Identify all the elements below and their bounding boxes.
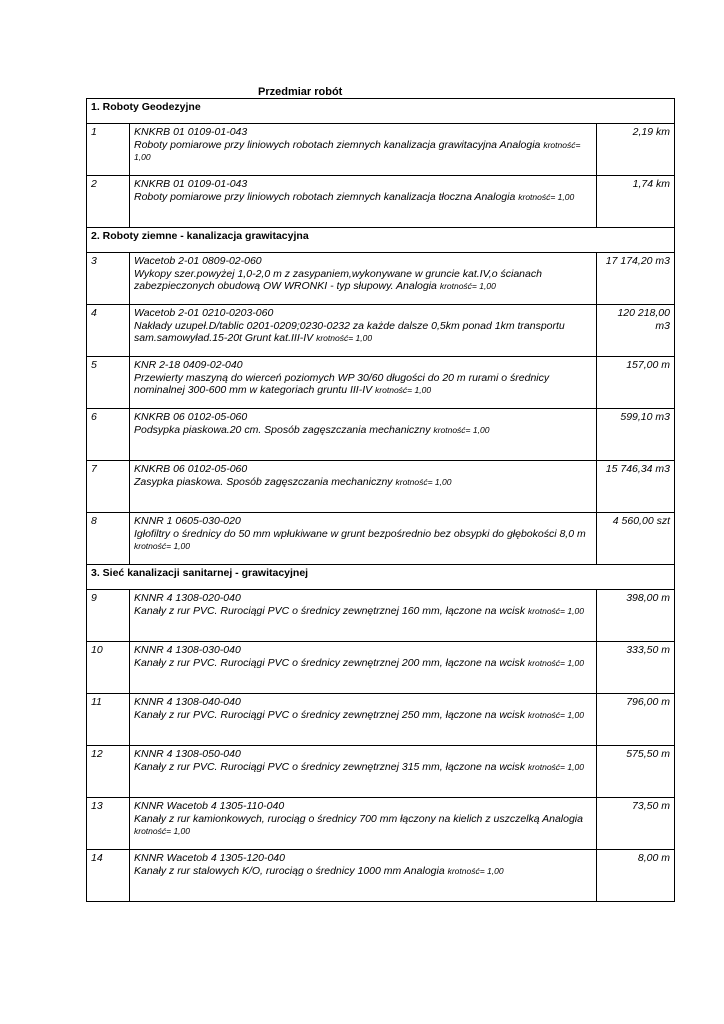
item-quantity: 1,74 km	[597, 176, 675, 228]
item-description: Kanały z rur PVC. Rurociągi PVC o średnicy zewnętrznej 250 mm, łączone na wcisk	[134, 708, 525, 721]
item-description-wrap	[134, 813, 592, 838]
table-row	[87, 746, 675, 798]
item-code: KNKRB 06 0102-05-060	[134, 463, 248, 475]
section-heading: 3. Sieć kanalizacji sanitarnej - grawitacyjnej	[87, 565, 675, 590]
item-code: KNNR 4 1308-020-040	[134, 592, 241, 604]
item-description-cell	[130, 694, 597, 746]
item-quantity: 73,50 m	[597, 798, 675, 850]
item-description: Wykopy szer.powyżej 1,0-2,0 m z zasypaniem,wykonywane w gruncie kat.IV,o ścianach zabezpieczonych obudową OW WRONKI - typ słupowy. Analogia	[134, 267, 542, 292]
item-description-cell	[130, 176, 597, 228]
item-description-cell	[130, 850, 597, 902]
item-description-wrap	[134, 865, 592, 878]
table-row	[87, 850, 675, 902]
item-description-wrap	[134, 320, 592, 345]
item-code: Wacetob 2-01 0210-0203-060	[134, 307, 274, 319]
item-description-cell	[130, 124, 597, 176]
item-description-wrap	[134, 268, 592, 293]
item-quantity: 8,00 m	[597, 850, 675, 902]
item-description-cell	[130, 253, 597, 305]
table-row	[87, 124, 675, 176]
item-description-wrap	[134, 605, 592, 618]
page-title: Przedmiar robót	[258, 86, 343, 98]
item-number: 3	[87, 253, 130, 305]
section-heading: 2. Roboty ziemne - kanalizacja grawitacyjna	[87, 228, 675, 253]
item-description-wrap	[134, 657, 592, 670]
item-multiplier: krotność= 1,00	[439, 281, 496, 291]
item-number: 12	[87, 746, 130, 798]
item-quantity: 796,00 m	[597, 694, 675, 746]
table-row	[87, 513, 675, 565]
item-description-cell	[130, 305, 597, 357]
item-description: Roboty pomiarowe przy liniowych robotach ziemnych kanalizacja grawitacyjna Analogia	[134, 138, 541, 151]
item-quantity: 4 560,00 szt	[597, 513, 675, 565]
item-quantity: 2,19 km	[597, 124, 675, 176]
item-multiplier: krotność= 1,00	[134, 139, 581, 162]
table-row	[87, 642, 675, 694]
item-multiplier: krotność= 1,00	[518, 191, 575, 202]
item-multiplier: krotność= 1,00	[316, 333, 373, 343]
item-code: KNNR 4 1308-030-040	[134, 644, 241, 656]
item-description: Kanały z rur kamionkowych, rurociąg o średnicy 700 mm łączony na kielich z uszczelką Analogia	[134, 812, 583, 825]
item-code: Wacetob 2-01 0809-02-060	[134, 255, 262, 267]
item-number: 10	[87, 642, 130, 694]
item-multiplier: krotność= 1,00	[527, 761, 584, 772]
item-description-wrap	[134, 476, 592, 489]
item-multiplier: krotność= 1,00	[527, 709, 584, 720]
item-code: KNKRB 01 0109-01-043	[134, 178, 248, 190]
item-number: 11	[87, 694, 130, 746]
table-row	[87, 461, 675, 513]
item-description-wrap	[134, 191, 592, 204]
item-description-cell	[130, 746, 597, 798]
item-description: Igłofiltry o średnicy do 50 mm wpłukiwane w grunt bezpośrednio bez obsypki do głębokości 8,0 m	[134, 527, 586, 540]
item-description: Kanały z rur stalowych K/O, rurociąg o średnicy 1000 mm Analogia	[134, 864, 445, 877]
estimate-table	[86, 98, 675, 902]
table-row	[87, 590, 675, 642]
table-row	[87, 409, 675, 461]
item-code: KNKRB 06 0102-05-060	[134, 411, 248, 423]
item-description-cell	[130, 513, 597, 565]
item-description: Zasypka piaskowa. Sposób zagęszczania mechaniczny	[134, 475, 393, 488]
item-multiplier: krotność= 1,00	[134, 826, 190, 836]
item-description: Przewierty maszyną do wierceń poziomych WP 30/60 długości do 20 m rurami o średnicy nominalnej 300-600 mm w kategoriach gruntu III-IV	[134, 371, 550, 396]
item-description-cell	[130, 461, 597, 513]
item-description-wrap	[134, 709, 592, 722]
item-number: 5	[87, 357, 130, 409]
item-description-cell	[130, 357, 597, 409]
item-multiplier: krotność= 1,00	[527, 605, 584, 616]
item-description-cell	[130, 642, 597, 694]
item-number: 6	[87, 409, 130, 461]
item-number: 13	[87, 798, 130, 850]
item-code: KNNR Wacetob 4 1305-120-040	[134, 852, 285, 864]
item-description: Kanały z rur PVC. Rurociągi PVC o średnicy zewnętrznej 160 mm, łączone na wcisk	[134, 604, 525, 617]
item-multiplier: krotność= 1,00	[375, 385, 432, 395]
item-description-wrap	[134, 424, 592, 437]
item-quantity: 17 174,20 m3	[597, 253, 675, 305]
section-header-row	[87, 228, 675, 253]
item-description-wrap	[134, 139, 592, 164]
item-number: 8	[87, 513, 130, 565]
item-quantity: 120 218,00 m3	[597, 305, 675, 357]
table-row	[87, 798, 675, 850]
item-description: Nakłady uzupeł.D/tablic 0201-0209;0230-0232 za każde dalsze 0,5km ponad 1km transportu sam.samowyład.15-20t Grunt kat.III-IV	[134, 319, 565, 344]
item-code: KNKRB 01 0109-01-043	[134, 126, 248, 138]
item-code: KNR 2-18 0409-02-040	[134, 359, 243, 371]
table-row	[87, 176, 675, 228]
section-heading: 1. Roboty Geodezyjne	[87, 99, 675, 124]
item-multiplier: krotność= 1,00	[433, 424, 490, 435]
item-multiplier: krotność= 1,00	[395, 476, 452, 487]
item-quantity: 333,50 m	[597, 642, 675, 694]
table-row	[87, 253, 675, 305]
item-quantity: 15 746,34 m3	[597, 461, 675, 513]
item-description-cell	[130, 590, 597, 642]
item-description: Kanały z rur PVC. Rurociągi PVC o średnicy zewnętrznej 200 mm, łączone na wcisk	[134, 656, 525, 669]
item-description: Kanały z rur PVC. Rurociągi PVC o średnicy zewnętrznej 315 mm, łączone na wcisk	[134, 760, 525, 773]
item-quantity: 398,00 m	[597, 590, 675, 642]
item-number: 2	[87, 176, 130, 228]
item-description-cell	[130, 798, 597, 850]
item-description-cell	[130, 409, 597, 461]
item-number: 4	[87, 305, 130, 357]
item-quantity: 157,00 m	[597, 357, 675, 409]
item-description-wrap	[134, 528, 592, 553]
item-description-wrap	[134, 761, 592, 774]
table-row	[87, 694, 675, 746]
table-row	[87, 357, 675, 409]
item-number: 14	[87, 850, 130, 902]
item-code: KNNR 4 1308-040-040	[134, 696, 241, 708]
section-header-row	[87, 99, 675, 124]
item-quantity: 599,10 m3	[597, 409, 675, 461]
item-number: 7	[87, 461, 130, 513]
item-multiplier: krotność= 1,00	[527, 657, 584, 668]
section-header-row	[87, 565, 675, 590]
estimate-table-body	[87, 99, 675, 902]
item-multiplier: krotność= 1,00	[134, 541, 190, 551]
item-quantity: 575,50 m	[597, 746, 675, 798]
item-code: KNNR 1 0605-030-020	[134, 515, 241, 527]
item-description-wrap	[134, 372, 592, 397]
table-row	[87, 305, 675, 357]
item-code: KNNR 4 1308-050-040	[134, 748, 241, 760]
item-multiplier: krotność= 1,00	[447, 865, 504, 876]
item-number: 1	[87, 124, 130, 176]
item-number: 9	[87, 590, 130, 642]
item-description: Roboty pomiarowe przy liniowych robotach ziemnych kanalizacja tłoczna Analogia	[134, 190, 516, 203]
item-description: Podsypka piaskowa.20 cm. Sposób zagęszczania mechaniczny	[134, 423, 431, 436]
item-code: KNNR Wacetob 4 1305-110-040	[134, 800, 285, 812]
